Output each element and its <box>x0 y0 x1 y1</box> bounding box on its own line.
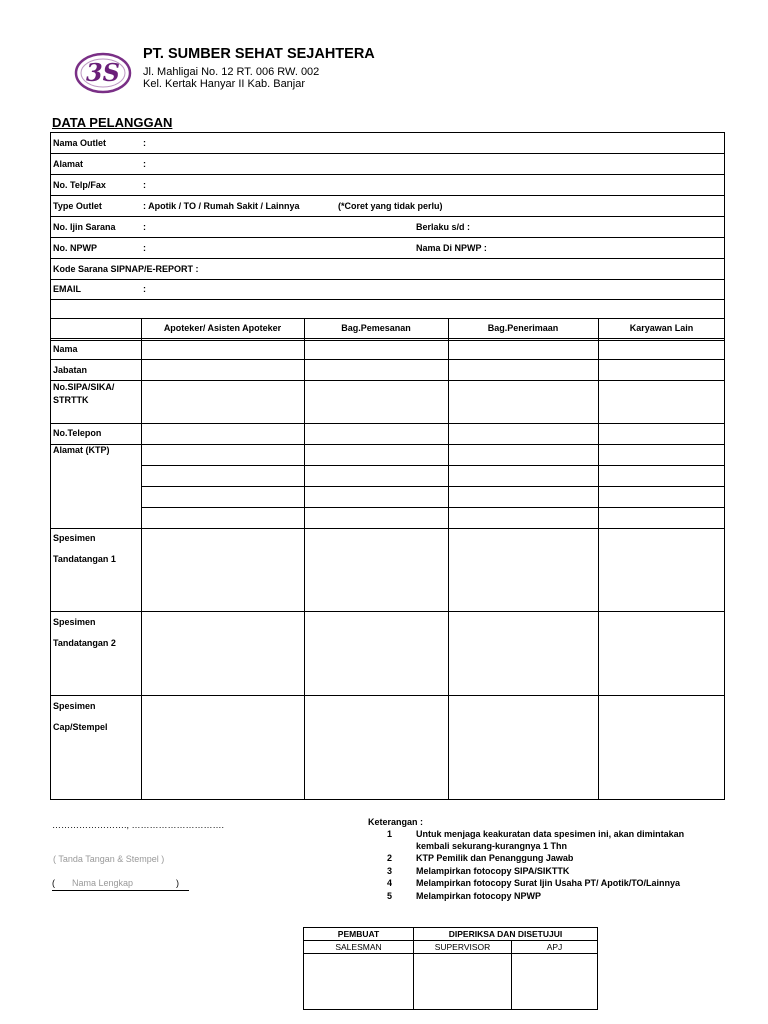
row-divider <box>51 444 724 445</box>
row-divider <box>51 359 724 360</box>
pembuat-header: PEMBUAT <box>337 929 380 939</box>
row-label-cap-stempel: Cap/Stempel <box>53 722 108 732</box>
keterangan-item-text: Melampirkan fotocopy Surat Ijin Usaha PT/ Apotik/TO/Lainnya <box>416 878 681 888</box>
contacts-grid <box>50 319 725 800</box>
keterangan-number: 4 <box>387 878 393 888</box>
npwp-field[interactable]: : <box>143 243 146 253</box>
row-divider <box>51 380 724 381</box>
name-paren-close: ) <box>176 878 179 888</box>
row-divider <box>141 486 724 487</box>
ijin-sarana-label: No. Ijin Sarana <box>53 222 116 232</box>
row-divider <box>51 258 724 259</box>
approval-table <box>303 927 598 1010</box>
alamat-label: Alamat <box>53 159 84 169</box>
row-divider <box>51 611 724 612</box>
row-label-jabatan: Jabatan <box>53 365 88 375</box>
row-divider <box>141 507 724 508</box>
row-label-spesimen-1: Spesimen <box>53 533 96 543</box>
row-divider <box>51 216 724 217</box>
email-label: EMAIL <box>53 284 81 294</box>
nama-outlet-label: Nama Outlet <box>53 138 107 148</box>
full-name-label: Nama Lengkap <box>72 878 134 888</box>
telp-label: No. Telp/Fax <box>53 180 106 190</box>
header-divider <box>51 340 724 341</box>
telp-field[interactable]: : <box>143 180 146 190</box>
row-divider <box>51 195 724 196</box>
outlet-info-box <box>50 132 725 319</box>
keterangan-number: 1 <box>387 829 393 839</box>
row-divider <box>51 423 724 424</box>
email-field[interactable]: : <box>143 284 146 294</box>
salesman-label: SALESMAN <box>335 942 382 952</box>
npwp-label: No. NPWP <box>53 243 97 253</box>
keterangan-item-text: KTP Pemilik dan Penanggung Jawab <box>416 853 574 863</box>
column-header-penerimaan: Bag.Penerimaan <box>487 323 559 333</box>
row-label-nama: Nama <box>53 344 78 354</box>
signature-place-date[interactable]: ……………………., …………………………. <box>52 820 225 830</box>
type-outlet-options[interactable]: : Apotik / TO / Rumah Sakit / Lainnya <box>143 201 300 211</box>
full-name-field[interactable] <box>52 878 189 891</box>
row-label-spesimen-3: Spesimen <box>53 701 96 711</box>
header-divider <box>51 338 724 339</box>
nama-outlet-field[interactable]: : <box>143 138 146 148</box>
ijin-sarana-field[interactable]: : <box>143 222 146 232</box>
address-line-2: Kel. Kertak Hanyar II Kab. Banjar <box>143 78 306 90</box>
alamat-field[interactable]: : <box>143 159 146 169</box>
row-divider <box>51 174 724 175</box>
type-outlet-label: Type Outlet <box>53 201 102 211</box>
row-label-telepon: No.Telepon <box>53 428 102 438</box>
column-header-apoteker: Apoteker/ Asisten Apoteker <box>163 323 282 333</box>
name-paren-open: ( <box>52 878 55 888</box>
row-divider <box>51 279 724 280</box>
keterangan-number: 5 <box>387 891 393 901</box>
logo-text: 3S <box>85 58 121 87</box>
berlaku-label: Berlaku s/d : <box>416 222 471 232</box>
row-divider <box>51 528 724 529</box>
row-label-tandatangan-2: Tandatangan 2 <box>53 638 116 648</box>
row-label-spesimen-2: Spesimen <box>53 617 96 627</box>
company-logo <box>74 51 132 95</box>
column-header-karyawan-lain: Karyawan Lain <box>629 323 694 333</box>
row-label-alamat-ktp: Alamat (KTP) <box>53 445 110 455</box>
address-line-1: Jl. Mahligai No. 12 RT. 006 RW. 002 <box>143 66 320 78</box>
column-divider <box>448 319 449 799</box>
row-divider <box>141 465 724 466</box>
diperiksa-header: DIPERIKSA DAN DISETUJUI <box>448 929 563 939</box>
column-divider <box>598 319 599 799</box>
row-label-strttk: STRTTK <box>53 395 89 405</box>
keterangan-number: 2 <box>387 853 393 863</box>
row-divider <box>304 953 597 954</box>
keterangan-item-text: Melampirkan fotocopy NPWP <box>416 891 542 901</box>
row-divider <box>51 695 724 696</box>
keterangan-number: 3 <box>387 866 393 876</box>
row-divider <box>51 299 724 300</box>
type-outlet-note: (*Coret yang tidak perlu) <box>338 201 443 211</box>
row-divider <box>304 940 597 941</box>
company-name: PT. SUMBER SEHAT SEJAHTERA <box>143 46 375 62</box>
nama-npwp-label: Nama Di NPWP : <box>416 243 487 253</box>
form-title: DATA PELANGGAN <box>52 115 173 130</box>
row-label-tandatangan-1: Tandatangan 1 <box>53 554 116 564</box>
row-divider <box>51 153 724 154</box>
column-header-pemesanan: Bag.Pemesanan <box>341 323 411 333</box>
apj-label: APJ <box>546 942 563 952</box>
row-divider <box>51 237 724 238</box>
keterangan-item-text: Melampirkan fotocopy SIPA/SIKTTK <box>416 866 570 876</box>
keterangan-title: Keterangan : <box>368 817 424 827</box>
keterangan-item-text: kembali sekurang-kurangnya 1 Thn <box>416 841 568 851</box>
keterangan-item-text: Untuk menjaga keakuratan data spesimen ini, akan dimintakan <box>416 829 685 839</box>
column-divider <box>304 319 305 799</box>
kode-sarana-label: Kode Sarana SIPNAP/E-REPORT : <box>53 264 199 274</box>
signature-caption: ( Tanda Tangan & Stempel ) <box>53 854 165 864</box>
supervisor-label: SUPERVISOR <box>434 942 491 952</box>
column-divider <box>141 319 142 799</box>
row-label-sipa: No.SIPA/SIKA/ <box>53 382 115 392</box>
